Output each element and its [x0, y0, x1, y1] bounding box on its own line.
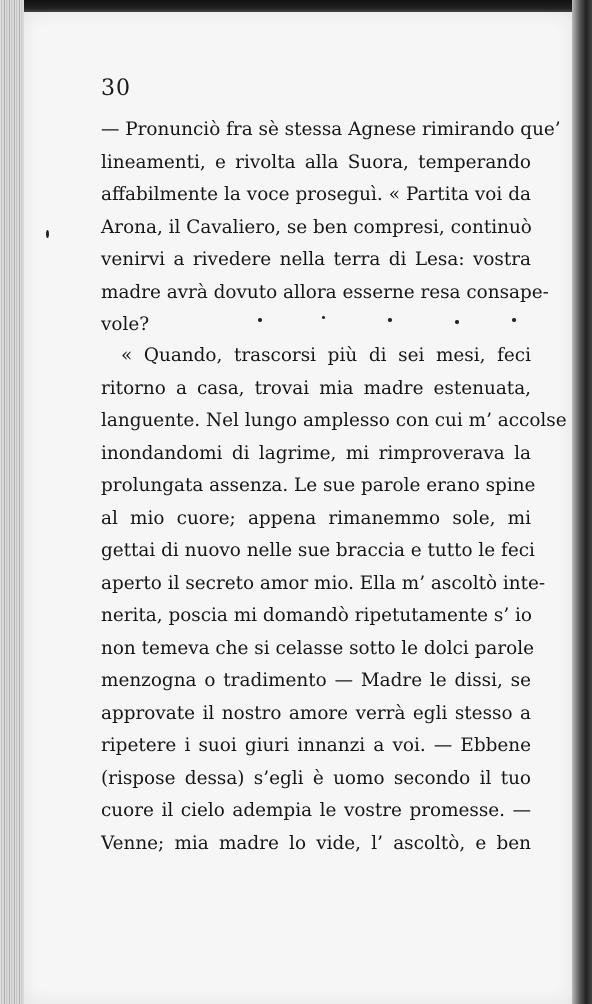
- scan-speck: [512, 318, 516, 322]
- scan-speck: [455, 320, 459, 324]
- text-line: nerita, poscia mi domandò ripetutamente s’ io: [101, 605, 532, 626]
- paragraph-1: [101, 114, 561, 342]
- text-line: lineamenti, e rivolta alla Suora, temperando: [101, 151, 531, 173]
- text-line: menzogna o tradimento — Madre le dissi, se: [101, 670, 531, 691]
- text-line: approvate il nostro amore verrà egli stesso a: [101, 702, 531, 724]
- text-line: non temeva che si celasse sotto le dolci parole: [101, 637, 535, 659]
- scan-speck: [258, 318, 262, 322]
- text-line: Venne; mia madre lo vide, l’ ascoltò, e ben: [101, 832, 531, 854]
- text-line: ritorno a casa, trovai mia madre estenuata,: [101, 377, 531, 399]
- scan-speck: [322, 316, 325, 319]
- scan-speck: [46, 230, 49, 238]
- text-line: venirvi a rivedere nella terra di Lesa: vostra: [101, 249, 531, 270]
- paragraph-2: [101, 340, 567, 860]
- text-line: « Quando, trascorsi più di sei mesi, feci: [121, 345, 531, 366]
- text-line: — Pronunciò fra sè stessa Agnese rimirando que’: [101, 119, 561, 140]
- text-line: inondandomi di lagrime, mi rimproverava la: [101, 442, 531, 464]
- text-line: cuore il cielo adempia le vostre promesse. —: [101, 800, 531, 821]
- text-line: gettai di nuovo nelle sue braccia e tutto le feci: [101, 540, 535, 561]
- text-line: vole?: [101, 314, 150, 335]
- page-number: 30: [101, 76, 131, 101]
- text-line: (rispose dessa) s’egli è uomo secondo il tuo: [101, 767, 531, 789]
- text-line: prolungata assenza. Le sue parole erano spine: [101, 475, 536, 496]
- text-line: Arona, il Cavaliero, se ben compresi, continuò: [101, 216, 532, 238]
- text-line: al mio cuore; appena rimanemmo sole, mi: [101, 507, 531, 529]
- scan-speck: [388, 318, 392, 322]
- binding-shadow: [572, 0, 592, 1004]
- text-line: affabilmente la voce proseguì. « Partita voi da: [101, 184, 531, 205]
- page-edge-stack: [0, 0, 24, 1004]
- text-line: ripetere i suoi giuri innanzi a voi. — Ebbene: [101, 735, 531, 756]
- text-line: aperto il secreto amor mio. Ella m’ ascoltò inte-: [101, 572, 546, 594]
- text-line: languente. Nel lungo amplesso con cui m’ accolse: [101, 410, 567, 431]
- text-line: madre avrà dovuto allora esserne resa consape-: [101, 281, 549, 303]
